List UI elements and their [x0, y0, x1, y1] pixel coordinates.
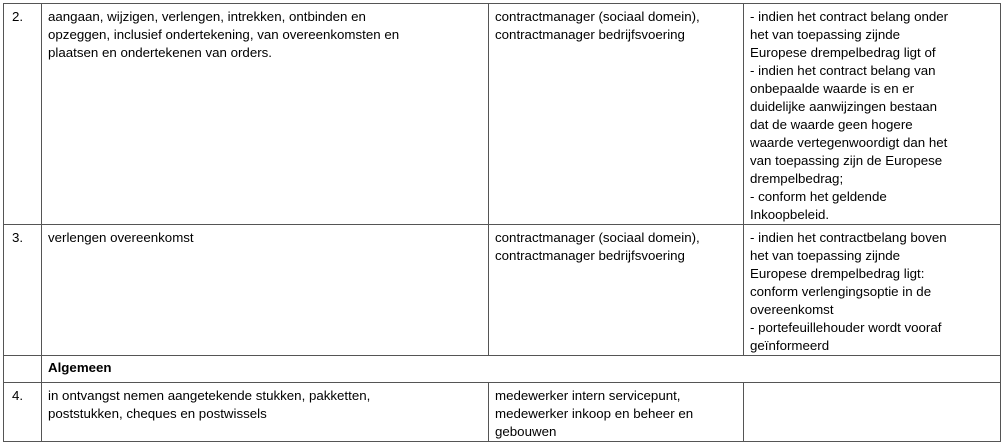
section-row — [4, 356, 1001, 383]
conditions-cell — [744, 383, 1001, 442]
row-number: 4. — [4, 383, 42, 442]
table-row — [4, 383, 1001, 442]
table-row — [4, 225, 1001, 356]
subject-cell: aangaan, wijzigen, verlengen, intrekken, ontbinden en opzeggen, inclusief ondertekening, van overeenkomsten en plaatsen en ondertekenen van orders. — [42, 4, 489, 225]
row-number: 2. — [4, 4, 42, 225]
mandated-cell: contractmanager (sociaal domein), contractmanager bedrijfsvoering — [489, 4, 744, 225]
row-number — [4, 356, 42, 383]
subject-cell: verlengen overeenkomst — [42, 225, 489, 356]
conditions-cell: - indien het contractbelang boven het van toepassing zijnde Europese drempelbedrag ligt: conform verlengingsoptie in de overeenkomst - portefeuillehouder wordt vooraf geïnformeerd — [744, 225, 1001, 356]
mandated-cell: medewerker intern servicepunt, medewerker inkoop en beheer en gebouwen — [489, 383, 744, 442]
section-heading: Algemeen — [42, 356, 1001, 383]
row-number: 3. — [4, 225, 42, 356]
subject-cell: in ontvangst nemen aangetekende stukken, pakketten, poststukken, cheques en postwissels — [42, 383, 489, 442]
mandated-cell: contractmanager (sociaal domein), contractmanager bedrijfsvoering — [489, 225, 744, 356]
table-row — [4, 4, 1001, 225]
conditions-cell: - indien het contract belang onder het van toepassing zijnde Europese drempelbedrag ligt of - indien het contract belang van onbepaalde waarde is en er duidelijke aanwijzingen bestaan dat de waarde geen hogere waarde vertegenwoordigt dan het van toepassing zijn de Europese drempelbedrag; - conform het geldende Inkoopbeleid. — [744, 4, 1001, 225]
mandate-table — [3, 3, 1001, 442]
